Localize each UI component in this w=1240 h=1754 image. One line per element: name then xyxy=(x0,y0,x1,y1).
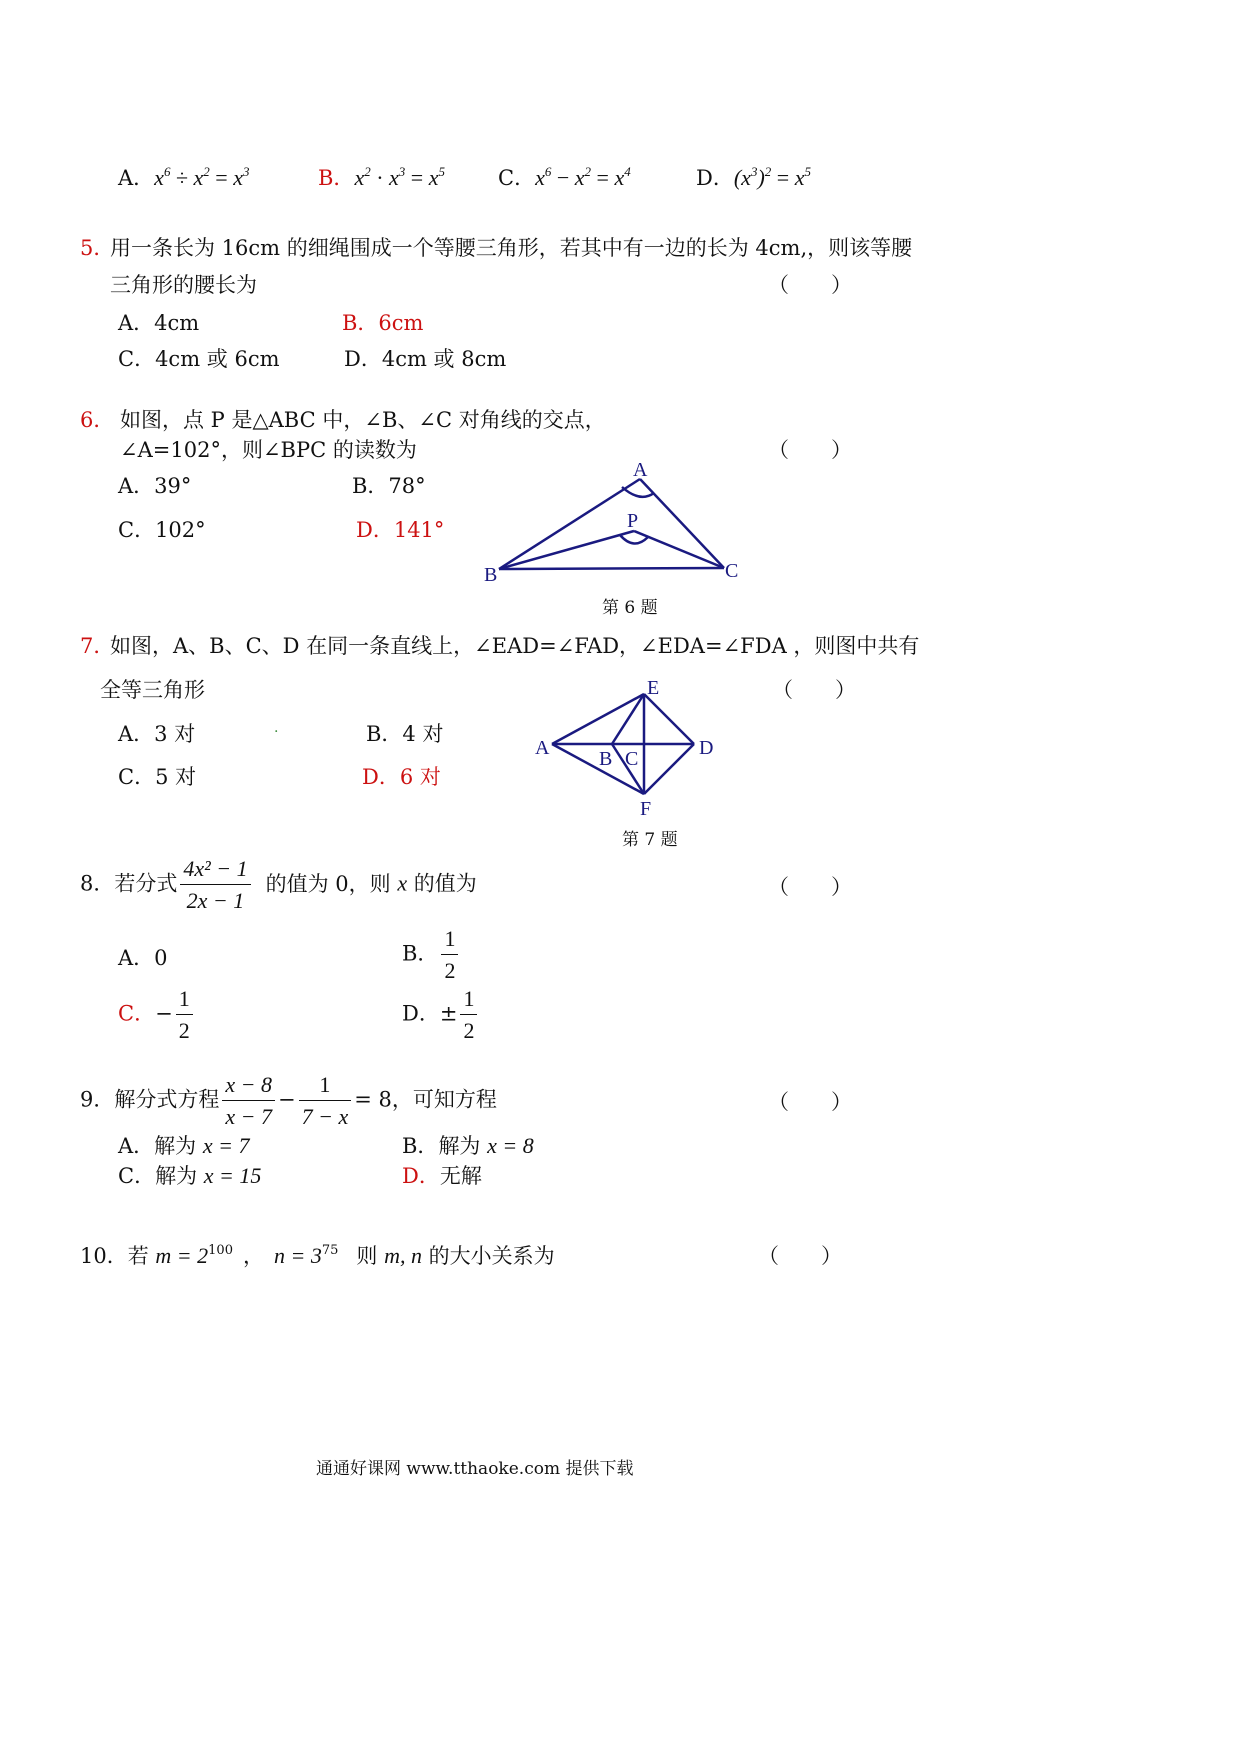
q8-stem: 8．若分式 $\frac{\text{4x² − 1}}{2x - 1}$ 的值为 0，则 x 的值为 xyxy=(80,856,477,913)
q8-answer-paren: （ ） xyxy=(768,875,852,899)
q6-option-d: D．141° xyxy=(356,518,445,542)
q7-label-f: F xyxy=(640,798,652,817)
q8-option-b: B． $\frac{1}{2}$ xyxy=(402,926,461,984)
q7-segment-ae xyxy=(552,694,644,744)
q6-segment-ba xyxy=(499,479,640,569)
q7-kite-figure xyxy=(528,672,728,817)
q8-option-c: C．− $\frac{1}{2}$ xyxy=(118,986,196,1044)
q7-label-c: C xyxy=(625,748,639,770)
q7-option-d: D．6 对 xyxy=(362,765,441,789)
q5-stem-line2: 三角形的腰长为 xyxy=(110,273,257,297)
q7-number: 7． xyxy=(80,634,115,658)
q7-option-a: A．3 对 xyxy=(118,722,196,746)
q7-option-b: B．4 对 xyxy=(366,722,444,746)
q7-figure-caption: 第 7 题 xyxy=(622,830,678,850)
q7-label-d: D xyxy=(699,737,714,759)
q6-segment-bc xyxy=(499,568,724,569)
q7-stem-line2: 全等三角形 xyxy=(100,678,205,702)
q6-label-b: B xyxy=(484,564,498,586)
q6-option-a: A．39° xyxy=(118,474,192,498)
q4-option-a: A．$x^6 \div x^2 = x^3$ xyxy=(118,164,250,190)
q7-answer-paren: （ ） xyxy=(772,678,856,702)
q4-option-c: C．$x^6 - x^2 = x^4$ xyxy=(498,164,631,190)
q6-number: 6． xyxy=(80,408,115,432)
q7-stem-line1: 如图，A、B、C、D 在同一条直线上，∠EAD=∠FAD，∠EDA=∠FDA ，则图中共有 xyxy=(110,634,920,658)
q9-fraction-2: $\frac{1}{7 - x}$ xyxy=(299,1072,352,1130)
q7-segment-fd xyxy=(644,744,694,794)
q6-stem-line2: ∠A=102°，则∠BPC 的读数为 xyxy=(120,438,417,462)
q5-stem-line1: 用一条长为 16cm 的细绳围成一个等腰三角形，若其中有一边的长为 4cm,，则该等腰 xyxy=(110,236,913,260)
q8-option-d: D．± $\frac{1}{2}$ xyxy=(402,986,480,1044)
q7-option-c: C．5 对 xyxy=(118,765,197,789)
page-footer: 通通好课网 www.tthaoke.com 提供下载 xyxy=(316,1459,634,1479)
q6-figure-caption: 第 6 题 xyxy=(602,598,658,618)
q5-number: 5． xyxy=(80,236,115,260)
q6-segment-bp xyxy=(499,531,634,569)
q9-option-d: D．无解 xyxy=(402,1164,482,1188)
q6-label-a: A xyxy=(633,459,648,481)
q7-label-b: B xyxy=(599,748,613,770)
q9-stem: 9．解分式方程 $\frac{x - 8}{x - 7}$ − $\frac{1}{7 - x}$ = 8，可知方程 xyxy=(80,1072,497,1129)
q10-answer-paren: （ ） xyxy=(758,1244,842,1268)
q5-option-a: A．4cm xyxy=(118,311,200,335)
q10-stem: 10．若 $m = 2^{100}$ ， $n = 3^{75}$ 则 m, n 的大小关系为 xyxy=(80,1243,555,1268)
q9-option-a: A．解为 x = 7 xyxy=(118,1133,250,1158)
q6-option-b: B．78° xyxy=(352,474,426,498)
q4-option-b: B．$x^2 \cdot x^3 = x^5$ xyxy=(318,164,445,190)
q9-option-c: C．解为 x = 15 xyxy=(118,1163,262,1188)
q5-option-b: B．6cm xyxy=(342,311,424,335)
q6-label-p: P xyxy=(627,510,639,532)
q5-option-c: C．4cm 或 6cm xyxy=(118,347,280,371)
q6-option-c: C．102° xyxy=(118,518,206,542)
q6-answer-paren: （ ） xyxy=(768,438,852,462)
q7-label-e: E xyxy=(647,677,660,699)
q8-option-a: A．0 xyxy=(118,946,168,970)
q8-fraction: $\frac{\text{4x² − 1}}{2x - 1}$ xyxy=(180,856,250,914)
q7-stray-dot: . xyxy=(274,720,279,736)
q6-label-c: C xyxy=(725,560,739,582)
q4-option-d: D．$(x^3)^2 = x^5$ xyxy=(696,164,811,190)
q7-label-a: A xyxy=(535,737,550,759)
q9-fraction-1: $\frac{x - 8}{x - 7}$ xyxy=(222,1072,275,1130)
q6-triangle-figure xyxy=(470,455,770,590)
q5-option-d: D．4cm 或 8cm xyxy=(344,347,507,371)
q5-answer-paren: （ ） xyxy=(768,273,852,297)
q7-segment-ed xyxy=(644,694,694,744)
q9-answer-paren: （ ） xyxy=(768,1090,852,1114)
q6-segment-ac xyxy=(640,479,724,568)
q9-option-b: B．解为 x = 8 xyxy=(402,1133,534,1158)
q6-stem-line1: 如图，点 P 是△ABC 中，∠B、∠C 对角线的交点， xyxy=(120,408,606,432)
